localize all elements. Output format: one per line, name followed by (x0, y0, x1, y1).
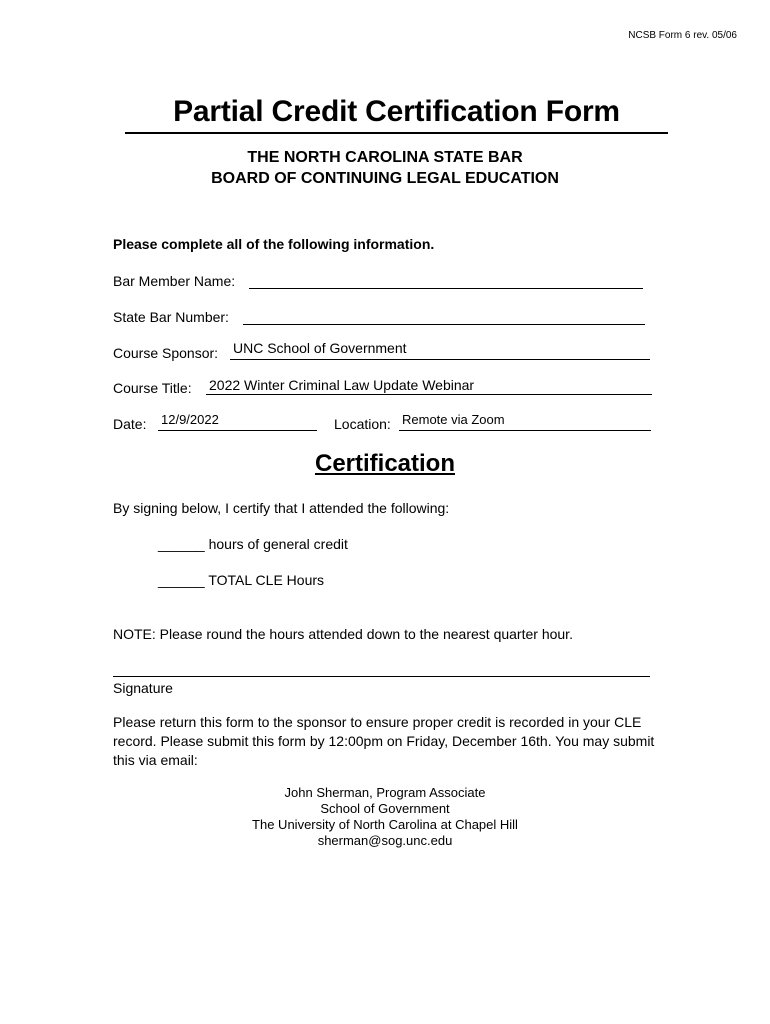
total-cle-hours[interactable]: ______ TOTAL CLE Hours (158, 572, 325, 588)
course-title-label: Course Title: (113, 380, 192, 396)
course-title-field[interactable] (206, 394, 652, 395)
date-label: Date: (113, 416, 147, 432)
certification-heading (0, 450, 770, 478)
signature-line[interactable] (113, 676, 650, 677)
course-sponsor-value: UNC School of Government (233, 340, 407, 356)
contact-email[interactable]: sherman@sog.unc.edu (317, 833, 453, 848)
course-sponsor-label: Course Sponsor: (113, 345, 219, 361)
org-line-2: BOARD OF CONTINUING LEGAL EDUCATION (211, 170, 559, 187)
contact-block (0, 785, 770, 849)
state-bar-number-label: State Bar Number: (113, 309, 229, 325)
contact-dept: School of Government (320, 801, 450, 816)
contact-university: The University of North Carolina at Chapel Hill (252, 817, 518, 832)
rounding-note: NOTE: Please round the hours attended down to the nearest quarter hour. (113, 626, 573, 642)
course-title-value: 2022 Winter Criminal Law Update Webinar (209, 377, 475, 393)
course-sponsor-field[interactable] (230, 359, 650, 360)
certification-statement: By signing below, I certify that I attended the following: (113, 500, 450, 516)
location-field[interactable] (399, 430, 651, 431)
general-credit-hours[interactable]: ______ hours of general credit (158, 536, 348, 552)
page-title: Partial Credit Certification Form (125, 94, 668, 134)
bar-member-name-label: Bar Member Name: (113, 273, 236, 289)
certification-heading-text: Certification (314, 450, 455, 477)
bar-member-name-field[interactable] (249, 288, 643, 289)
contact-name: John Sherman, Program Associate (284, 785, 486, 800)
instructions: Please complete all of the following information. (113, 236, 435, 252)
date-field[interactable] (158, 430, 317, 431)
state-bar-number-field[interactable] (243, 324, 645, 325)
form-number: NCSB Form 6 rev. 05/06 (628, 30, 737, 41)
location-label: Location: (334, 416, 391, 432)
signature-label: Signature (113, 680, 173, 696)
return-instructions: Please return this form to the sponsor to ensure proper credit is recorded in your CLE record. Please submit this form by 12:00pm on Friday, December 16th. You may submit this via email: (113, 714, 655, 768)
date-value: 12/9/2022 (161, 412, 219, 427)
location-value: Remote via Zoom (402, 412, 505, 427)
org-line-1: THE NORTH CAROLINA STATE BAR (247, 149, 523, 166)
